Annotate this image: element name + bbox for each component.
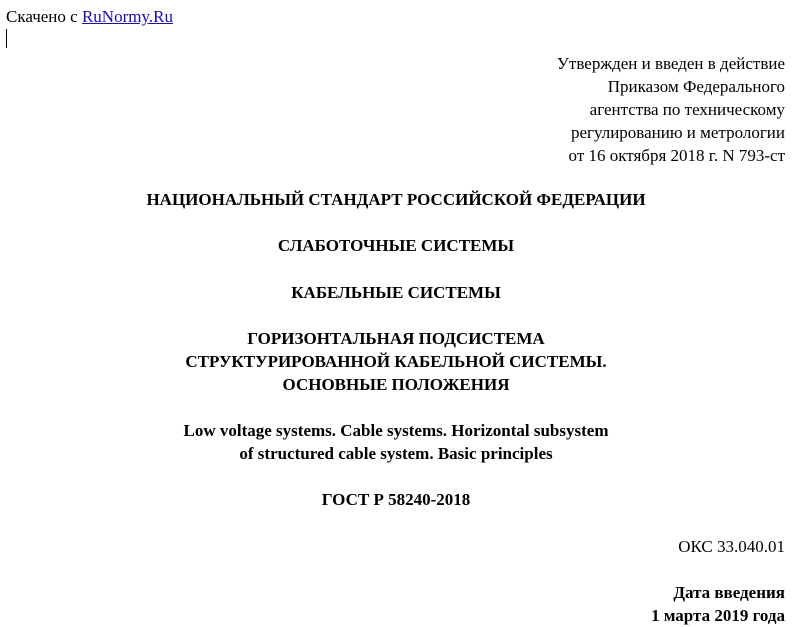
approval-line: Утвержден и введен в действие — [556, 54, 785, 73]
gost-number: ГОСТ Р 58240-2018 — [321, 490, 471, 509]
subject-heading — [0, 327, 792, 396]
introduction-date: 1 марта 2019 года — [651, 606, 785, 625]
approval-line: регулированию и метрологии — [570, 123, 785, 142]
approval-line: от 16 октября 2018 г. N 793-ст — [568, 146, 785, 165]
subject-line: ОСНОВНЫЕ ПОЛОЖЕНИЯ — [282, 375, 510, 394]
national-standard-heading: НАЦИОНАЛЬНЫЙ СТАНДАРТ РОССИЙСКОЙ ФЕДЕРАЦИИ — [146, 190, 646, 209]
download-prefix: Скачено с — [6, 7, 82, 26]
download-source-line — [6, 5, 173, 28]
section-heading-cable-systems: КАБЕЛЬНЫЕ СИСТЕМЫ — [291, 283, 501, 302]
english-title — [0, 419, 792, 465]
approval-line: агентства по техническому — [589, 100, 785, 119]
oks-code: ОКС 33.040.01 — [678, 537, 785, 556]
runormy-link[interactable]: RuNormy.Ru — [81, 7, 173, 26]
approval-block — [557, 52, 785, 167]
introduction-date-label: Дата введения — [673, 583, 785, 602]
english-title-line: Low voltage systems. Cable systems. Horizontal subsystem — [183, 421, 609, 440]
section-heading-low-voltage: СЛАБОТОЧНЫЕ СИСТЕМЫ — [277, 236, 515, 255]
approval-line: Приказом Федерального — [607, 77, 785, 96]
subject-line: СТРУКТУРИРОВАННОЙ КАБЕЛЬНОЙ СИСТЕМЫ. — [185, 352, 607, 371]
subject-line: ГОРИЗОНТАЛЬНАЯ ПОДСИСТЕМА — [247, 329, 545, 348]
text-cursor — [6, 29, 7, 48]
english-title-line: of structured cable system. Basic principles — [239, 444, 553, 463]
